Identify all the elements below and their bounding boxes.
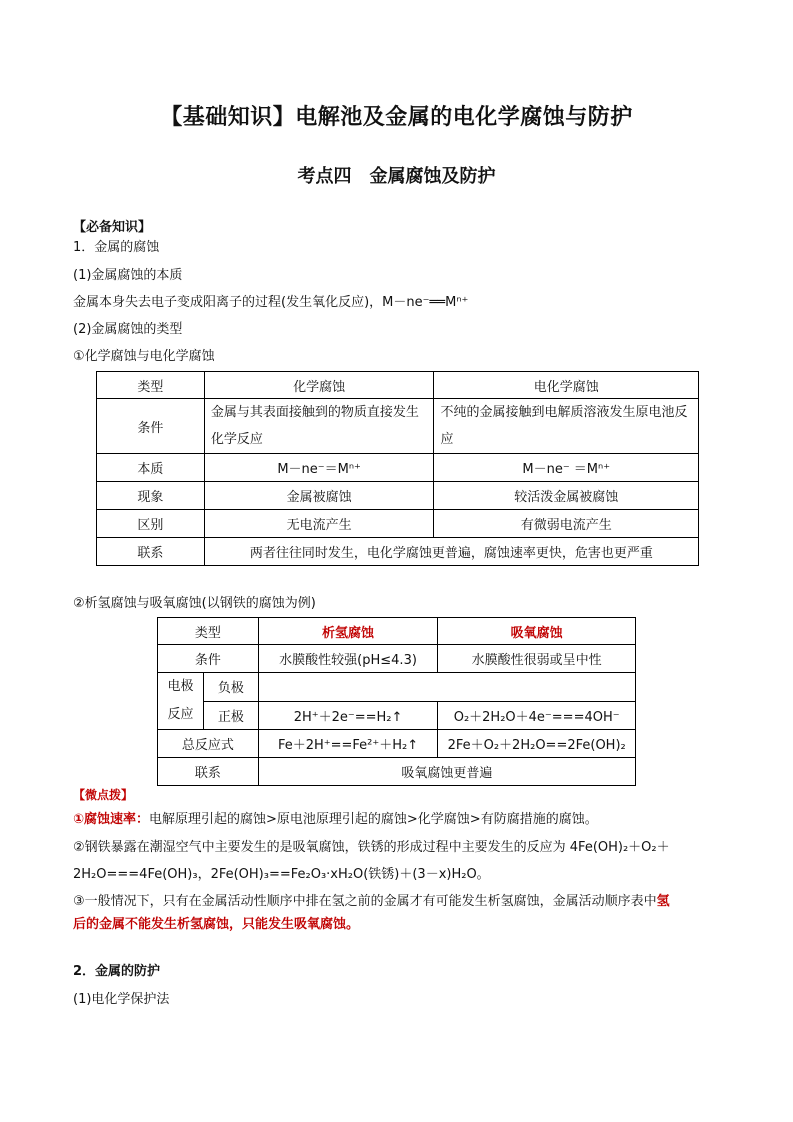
note-1-label: ①腐蚀速率： — [73, 812, 150, 827]
heading-electrochemical-protection: (1)电化学保护法 — [73, 992, 170, 1007]
table2-cell: O₂＋2H₂O＋4e⁻===4OH⁻ — [438, 701, 636, 730]
table1-row-label: 区别 — [97, 510, 205, 538]
note-1 — [73, 808, 598, 827]
table2-negative-label: 负极 — [203, 673, 258, 702]
table-chemical-vs-electrochemical — [96, 371, 699, 566]
table2-row-label: 总反应式 — [158, 730, 259, 758]
table1-cell: M－ne⁻＝Mⁿ⁺ — [204, 454, 434, 482]
table2-header-type: 类型 — [158, 618, 259, 645]
note-3-line-2: 后的金属不能发生析氢腐蚀，只能发生吸氧腐蚀。 — [73, 917, 360, 932]
table2-cell-link: 吸氧腐蚀更普遍 — [258, 758, 635, 786]
note-2-line-1: ②钢铁暴露在潮湿空气中主要发生的是吸氧腐蚀，铁锈的形成过程中主要发生的反应为 4Fe(OH)₂＋O₂＋ — [73, 840, 670, 855]
table2-header-oxygen: 吸氧腐蚀 — [438, 618, 636, 645]
table1-cell: 金属与其表面接触到的物质直接发生化学反应 — [204, 399, 434, 454]
table2-header-hydrogen: 析氢腐蚀 — [258, 618, 438, 645]
heading-corrosion-types: (2)金属腐蚀的类型 — [73, 322, 183, 337]
table2-positive-label: 正极 — [203, 701, 258, 730]
note-3-line-1 — [73, 890, 670, 909]
table1-cell: 不纯的金属接触到电解质溶液发生原电池反应 — [434, 399, 699, 454]
table1-row-label: 联系 — [97, 538, 205, 566]
note-2-line-2: 2H₂O===4Fe(OH)₃，2Fe(OH)₃==Fe₂O₃·xH₂O(铁锈)＋(3－x)H₂O。 — [73, 867, 490, 882]
table1-cell: 有微弱电流产生 — [434, 510, 699, 538]
table1-cell: 金属被腐蚀 — [204, 482, 434, 510]
table1-header-chemical: 化学腐蚀 — [204, 372, 434, 399]
table2-cell: 水膜酸性较强(pH≤4.3) — [258, 645, 438, 673]
note-1-text: 电解原理引起的腐蚀>原电池原理引起的腐蚀>化学腐蚀>有防腐措施的腐蚀。 — [149, 812, 598, 827]
table2-electrode-label — [158, 673, 204, 730]
table1-cell: 较活泼金属被腐蚀 — [434, 482, 699, 510]
table1-cell: 无电流产生 — [204, 510, 434, 538]
table1-row-label: 条件 — [97, 399, 205, 454]
heading-metal-corrosion: 1．金属的腐蚀 — [73, 240, 160, 255]
table2-cell: 2Fe＋O₂＋2H₂O==2Fe(OH)₂ — [438, 730, 636, 758]
heading-metal-protection: 2．金属的防护 — [73, 964, 161, 979]
table2-cell: Fe＋2H⁺==Fe²⁺＋H₂↑ — [258, 730, 438, 758]
page-title: 【基础知识】电解池及金属的电化学腐蚀与防护 — [160, 105, 633, 130]
table1-header-electrochemical: 电化学腐蚀 — [434, 372, 699, 399]
heading-corrosion-essence: (1)金属腐蚀的本质 — [73, 268, 183, 283]
table1-header-type: 类型 — [97, 372, 205, 399]
table2-row-label: 条件 — [158, 645, 259, 673]
section-tag: 【必备知识】 — [73, 220, 152, 235]
page-subtitle: 考点四 金属腐蚀及防护 — [297, 166, 496, 187]
table2-cell: 2H⁺＋2e⁻==H₂↑ — [258, 701, 438, 730]
table1-row-label: 本质 — [97, 454, 205, 482]
table2-row-label: 联系 — [158, 758, 259, 786]
note-3-text: ③一般情况下，只有在金属活动性顺序中排在氢之前的金属才有可能发生析氢腐蚀，金属活动顺序表中 — [73, 894, 657, 909]
table1-cell: M－ne⁻ ＝Mⁿ⁺ — [434, 454, 699, 482]
corrosion-essence-text: 金属本身失去电子变成阳离子的过程(发生氧化反应)，M－ne⁻══Mⁿ⁺ — [73, 295, 469, 310]
note-3-highlight: 氢 — [656, 894, 670, 909]
electrode-label-2: 反应 — [167, 707, 194, 722]
electrode-label-1: 电极 — [167, 679, 194, 694]
table2-negative-cell — [258, 673, 635, 702]
heading-chem-vs-electrochem: ①化学腐蚀与电化学腐蚀 — [73, 349, 215, 364]
table-hydrogen-vs-oxygen-corrosion — [157, 617, 636, 786]
table1-row-label: 现象 — [97, 482, 205, 510]
table1-cell-link: 两者往往同时发生，电化学腐蚀更普遍，腐蚀速率更快，危害也更严重 — [204, 538, 698, 566]
heading-hydrogen-vs-oxygen: ②析氢腐蚀与吸氧腐蚀(以钢铁的腐蚀为例) — [73, 596, 316, 611]
table2-cell: 水膜酸性很弱或呈中性 — [438, 645, 636, 673]
note-tag: 【微点拨】 — [73, 788, 134, 802]
